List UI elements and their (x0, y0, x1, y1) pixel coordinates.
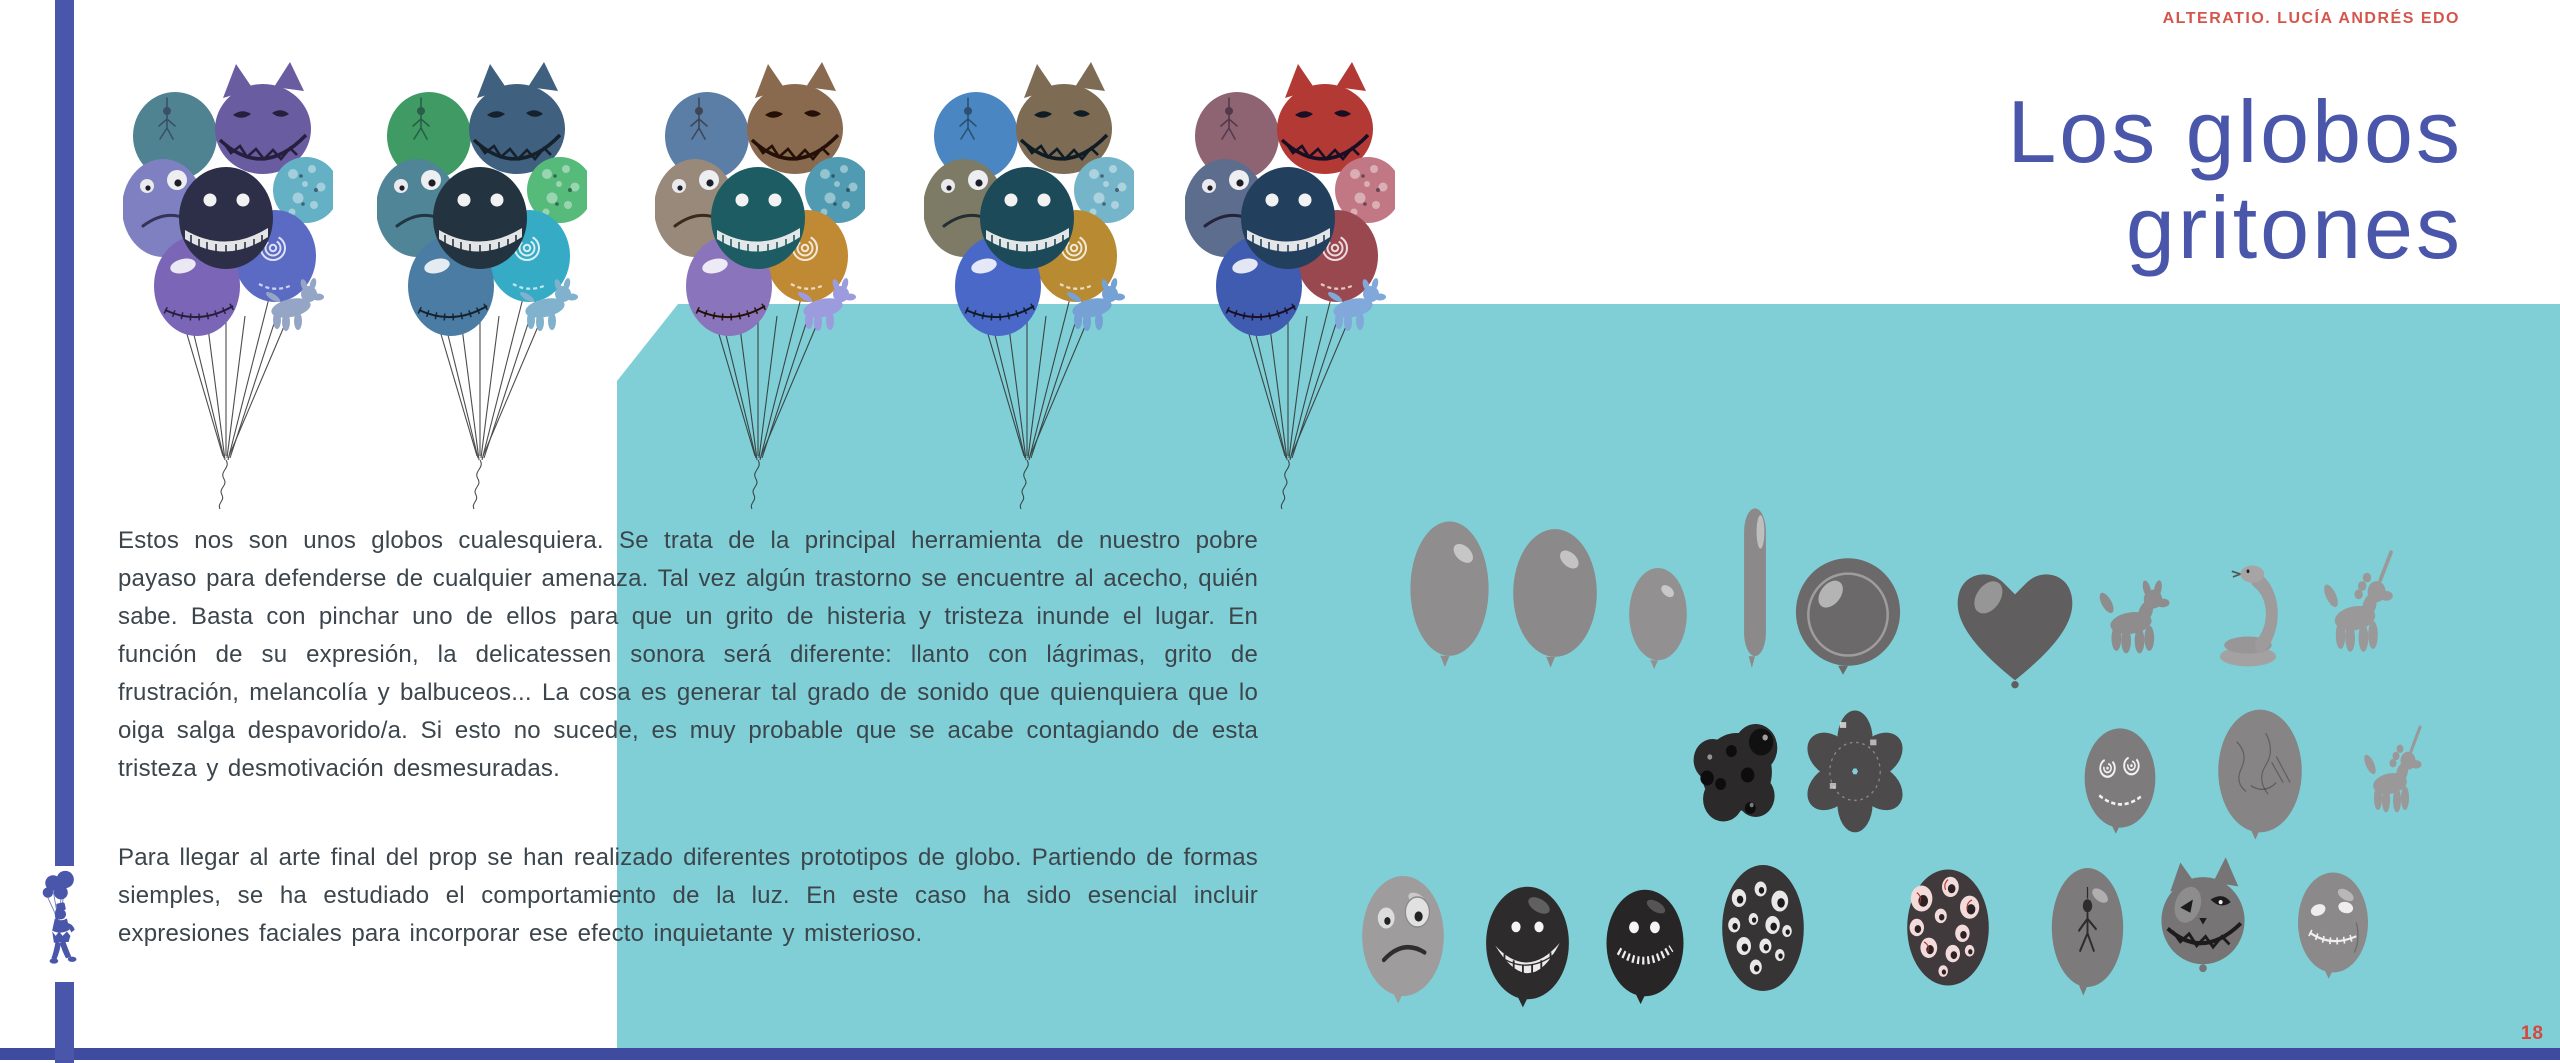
balloon-bunch-purple (123, 58, 333, 528)
page-number: 18 (2520, 1023, 2544, 1044)
bottom-accent-bar (0, 1048, 2560, 1060)
clown-with-balloons-silhouette-icon (34, 870, 86, 974)
paragraph-1: Estos nos son unos globos cualesquiera. Se trata de la principal herramienta de nuestro pobre payaso para defenderse de cualquier amenaza. Tal vez algún trastorno se encuentre al acecho, quién sabe. Basta con pinchar uno de ellos para que un grito de histeria y tristeza inunde el lugar. En función de su expresión, la delicatessen sonora será diferente: llanto con lágrimas, grito de frustración, melancolía y balbuceos... La cosa es generar tal grado de sonido que quienquiera que lo oiga salga despavorido/a. Si esto no sucede, es muy probable que se acabe contagiando de esta tristeza y desmotivación desmesuradas. (118, 527, 1258, 782)
title-line-1: Los globos (2007, 82, 2463, 181)
left-accent-bar-bottom (55, 982, 74, 1063)
balloon-bunch-blue (924, 58, 1134, 528)
page-title (2007, 84, 2463, 276)
paragraph-2: Para llegar al arte final del prop se han realizado diferentes prototipos de globo. Partiendo de formas siemples, se ha estudiado el comportamiento de la luz. En este caso ha sido esencial incluir expresiones faciales para incorporar ese efecto inquietante y misterioso. (118, 844, 1258, 947)
body-text (118, 522, 1258, 953)
balloon-bunch-brown (655, 58, 865, 528)
header-credit: ALTERATIO. LUCÍA ANDRÉS EDO (2162, 10, 2460, 27)
balloon-bunch-green (377, 58, 587, 528)
balloon-bunch-red (1185, 58, 1395, 528)
title-line-2: gritones (2125, 178, 2463, 277)
left-accent-bar-top (55, 0, 74, 866)
